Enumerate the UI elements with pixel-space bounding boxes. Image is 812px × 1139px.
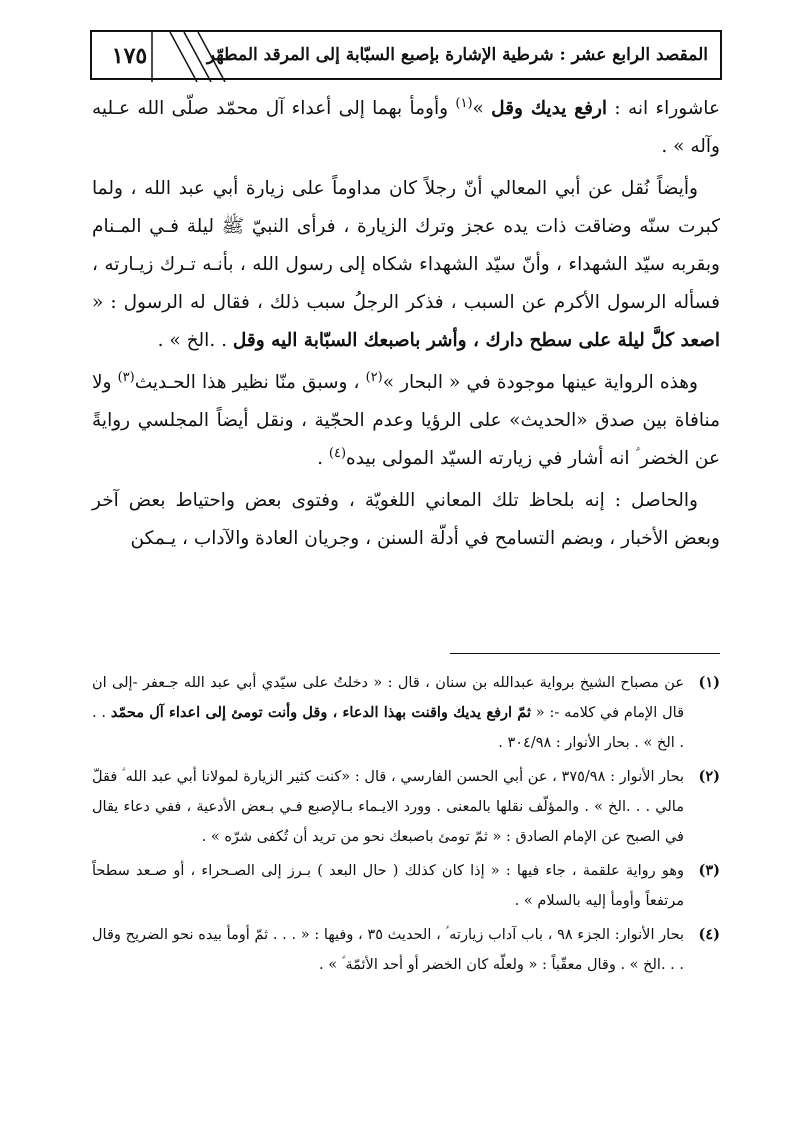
footnote-ref-4[interactable]: (٤) [328, 445, 347, 461]
footnote-3 [92, 856, 720, 916]
text-run: ولا منافاة بين صدق «الحديث» على الرؤيا وعدم الحجّية ، ونقل أيضاً المجلسي روايةً عن الخضر ؑ انه أشار في زيارته السيّد المولى بيده [92, 372, 720, 469]
footnote-number: (١) [698, 674, 720, 691]
text-run: وأيضاً نُقل عن أبي المعالي أنّ رجلاً كان مداوماً على زيارة أبي عبد الله ، ولما كبرت سنّه وضاقت ذات يده عجز وترك الزيارة ، فرأى النبيّ ﷺ ليلة فـي المـنام وبقربه سيّد الشهداء ، وأنّ سيّد الشهداء شكاه إلى رسول الله ، بأنـه تـرك زيـارته ، فسأله الرسول الأكرم عن السبب ، فذكر الرجلُ سبب ذلك ، فقال له الرسول : « [92, 178, 720, 313]
paragraph-1 [92, 90, 720, 166]
text-run: » [472, 98, 492, 119]
footnote-text: وهو رواية علقمة ، جاء فيها : « إذا كان كذلك ( حال البعد ) بـرز إلى الصـحراء ، أو صـعد سطحاً مرتفعاً وأومأ إليه بالسلام » . [92, 863, 684, 909]
text-run: عاشوراء انه : [607, 98, 720, 119]
emphasis-quote: ثمّ ارفع يديك واقنت بهذا الدعاء ، وقل وأنت تومئ إلى اعداء آل محمّد [110, 704, 531, 721]
footnote-ref-3[interactable]: (٣) [117, 369, 135, 385]
paragraph-3 [92, 364, 720, 478]
text-run: والحاصل : إنه بلحاظ تلك المعاني اللغويّة ، وفتوى بعض واحتياط بعض آخر وبعض الأخبار ، وبضم التسامح في أدلّة السنن ، وجريان العادة والآداب ، يـمكن [92, 490, 720, 549]
footnote-number: (٣) [698, 862, 720, 879]
page-header [90, 30, 722, 80]
main-text [92, 90, 720, 562]
emphasis-quote: ارفع يديك وقل [491, 98, 608, 119]
footnote-text [92, 668, 684, 758]
footnote-number: (٢) [698, 768, 720, 785]
text-run: . [317, 448, 329, 469]
text-run: وأومأ بهما إلى أعداء آل محمّد صلّى الله عـليه وآله » . [92, 98, 720, 157]
footnote-text: بحار الأنوار: الجزء ٩٨ ، باب آداب زيارته ؑ ، الحديث ٣٥ ، وفيها : « . . . ثمّ أومأ بيده نحو الضريح وقال . . .الخ » . وقال معقّباً : « ولعلّه كان الخضر أو أحد الأئمّة ؑ » . [92, 927, 684, 973]
paragraph-4 [92, 482, 720, 558]
text-run: . .الخ » . [157, 330, 233, 351]
footnote-2 [92, 762, 720, 852]
footnote-ref-2[interactable]: (٢) [365, 369, 383, 385]
text-run: وهذه الرواية عينها موجودة في « البحار » [382, 372, 698, 393]
footnotes [92, 668, 720, 984]
text-run: ، وسبق منّا نظير هذا الحـديث [134, 372, 366, 393]
footnote-ref-1[interactable]: (١) [455, 95, 473, 111]
emphasis-quote: اصعد كلَّ ليلة على سطح دارك ، وأشر باصبعك السبّابة اليه وقل [232, 330, 720, 351]
footnote-separator [450, 653, 720, 654]
paragraph-2 [92, 170, 720, 360]
footnote-number: (٤) [698, 926, 720, 943]
footnote-1 [92, 668, 720, 758]
footnote-4 [92, 920, 720, 980]
footnote-text: بحار الأنوار : ٣٧٥/٩٨ ، عن أبي الحسن الفارسي ، قال : «كنت كثير الزيارة لمولانا أبي عبد الله ؑ فقلّ مالي . . .الخ » . والمؤلّف نقلها بالمعنى . وورد الايـماء بـالإصبع فـي بـعض الأدعية ، ففي دعاء يقال في الصبح عن الإمام الصادق : « ثمّ تومئ باصبعك نحو من تريد أن تُكفى شرّه » . [92, 769, 684, 845]
text-run: عن مصباح الشيخ برواية عبدالله بن سنان ، قال : « دخلتُ على سيّدي أبي عبد الله جـعفر -إلى ان قال الإمام في كلامه -: « [92, 675, 685, 721]
page-number: ١٧٥ [111, 43, 148, 69]
text-run: . . . الخ » . بحار الأنوار : ٣٠٤/٩٨ . [92, 705, 684, 751]
running-header-title: المقصد الرابع عشر : شرطية الإشارة بإصبع السبّابة إلى المرقد المطهّر [206, 45, 708, 65]
